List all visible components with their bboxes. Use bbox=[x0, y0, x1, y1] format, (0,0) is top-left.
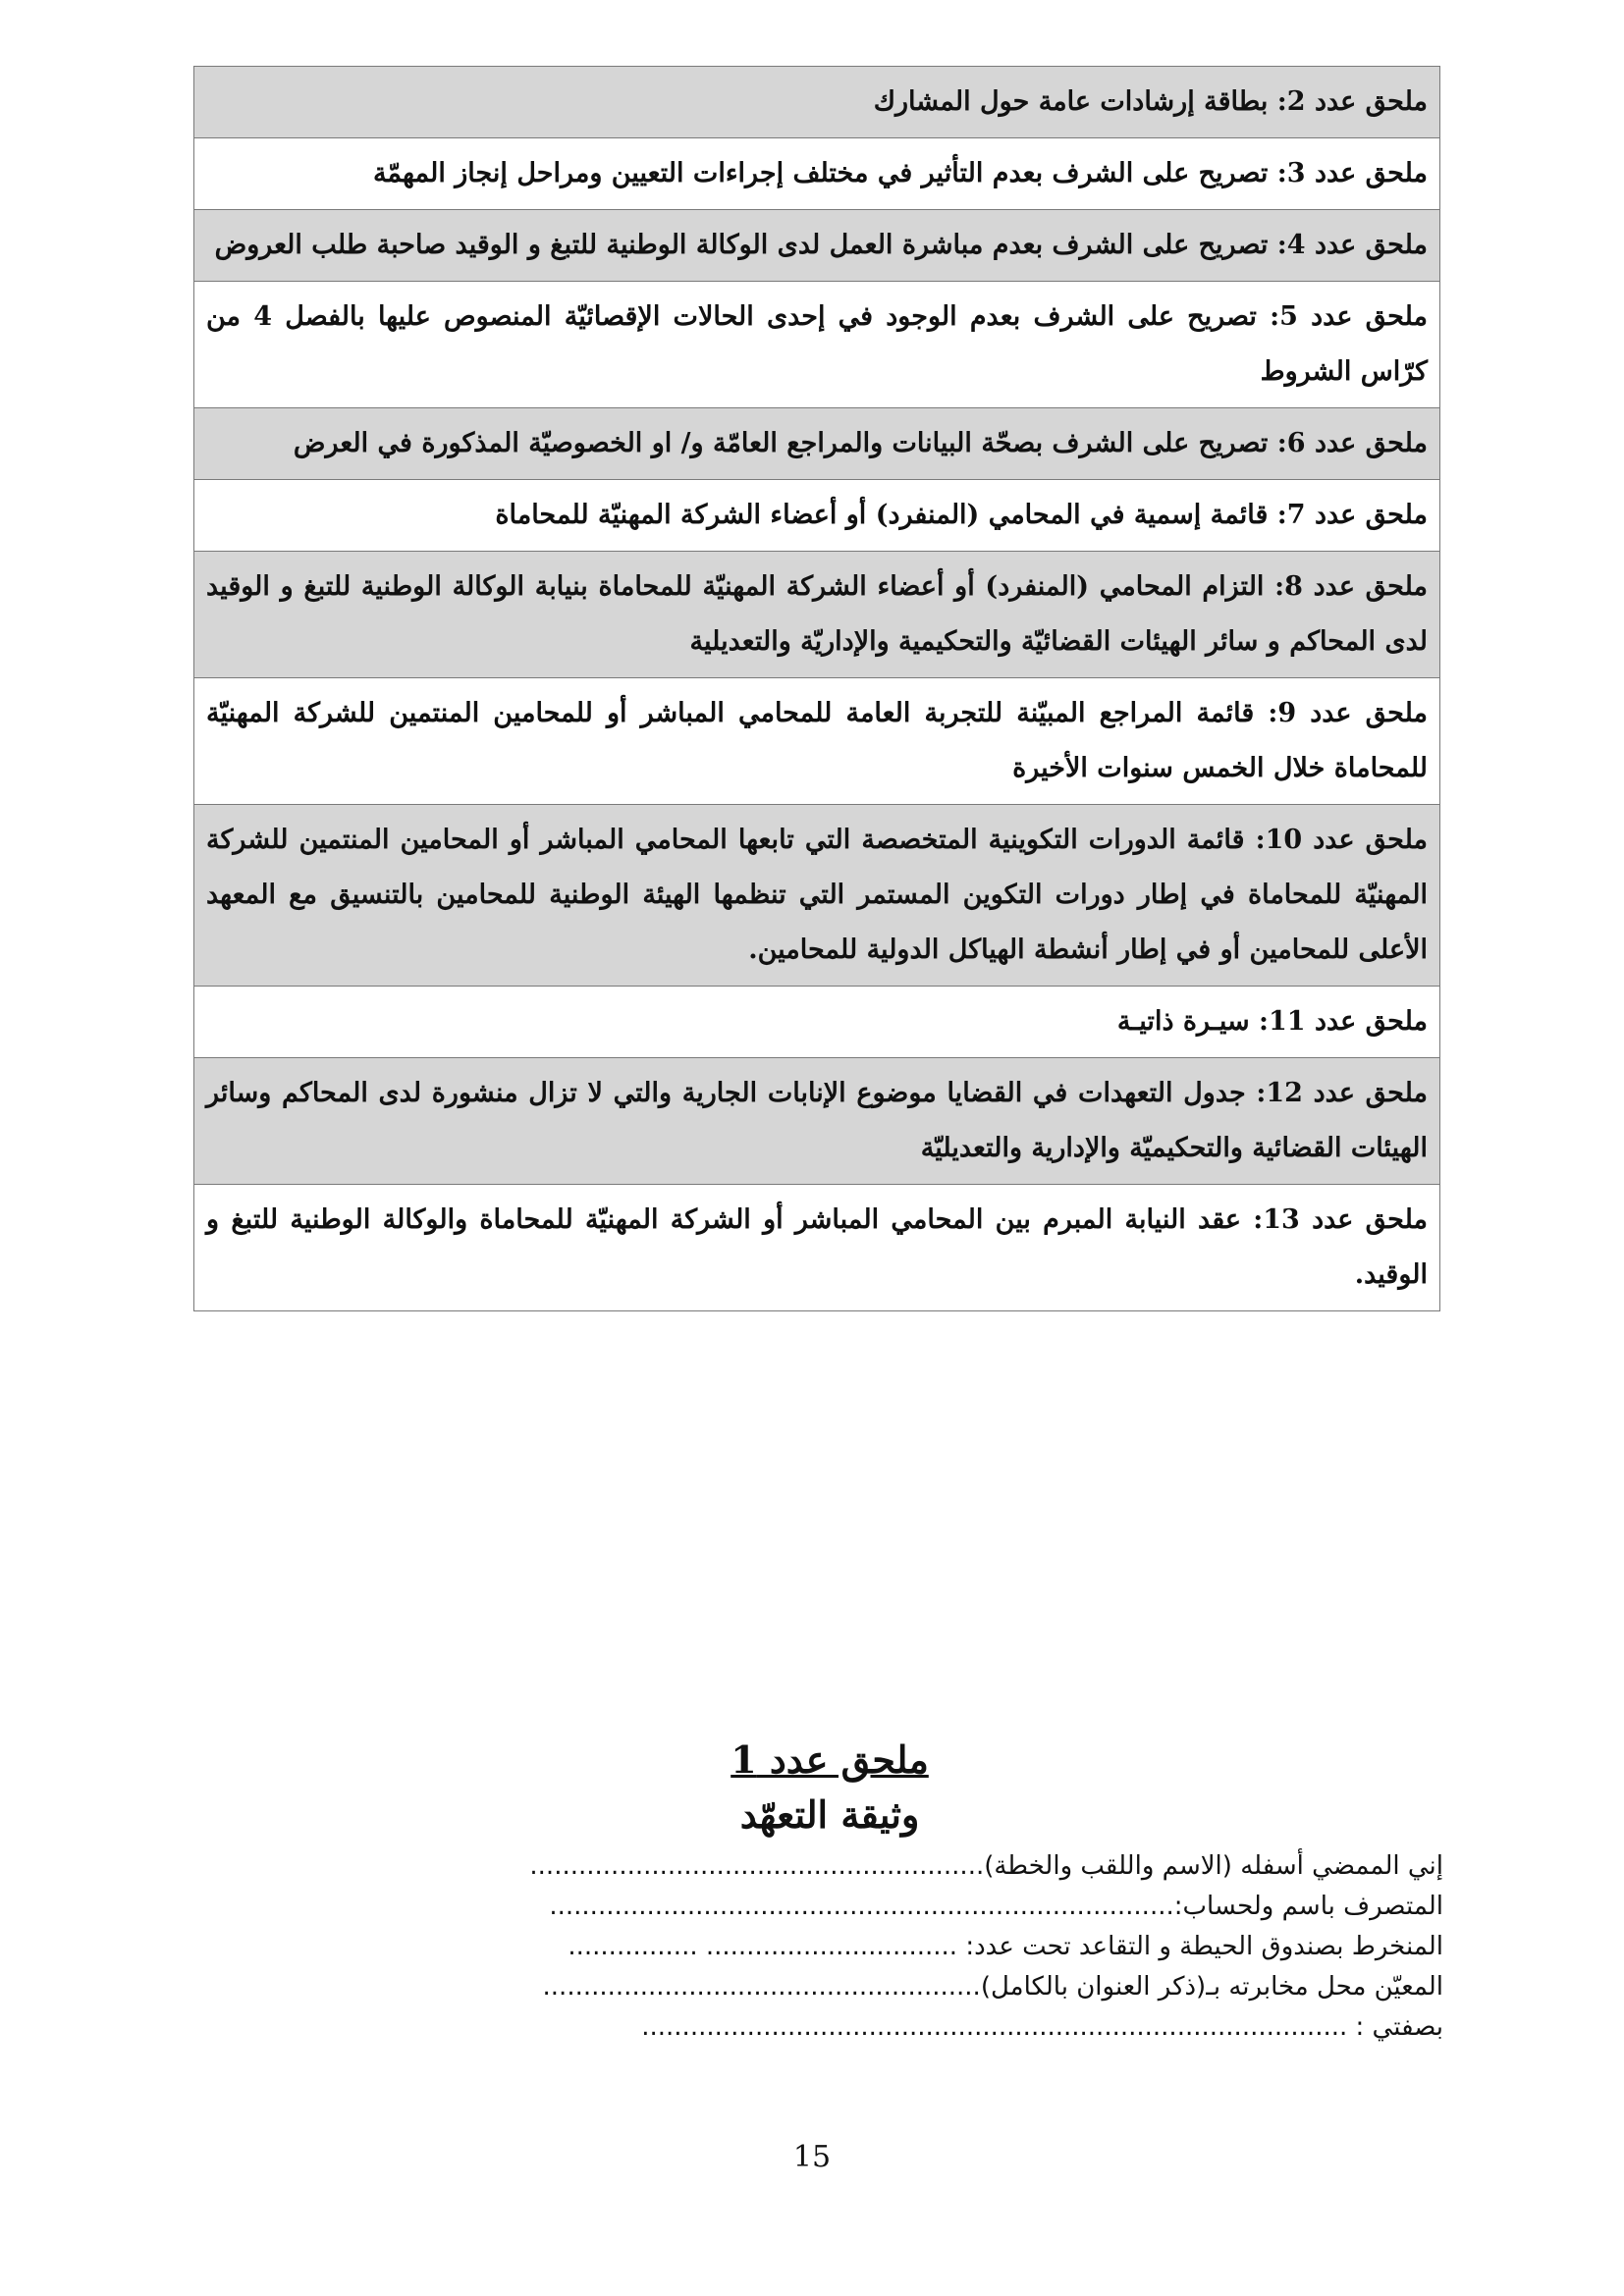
commitment-form bbox=[373, 1733, 1443, 2048]
annex-description: سيـرة ذاتيـة bbox=[1116, 1006, 1259, 1037]
annex-label: ملحق عدد 5: bbox=[1270, 301, 1429, 332]
annex-row bbox=[194, 552, 1440, 678]
annex-description: قائمة المراجع المبيّنة للتجربة العامة للمحامي المباشر أو للمحامين المنتمين للشركة المهنيّة للمحاماة خلال الخمس سنوات الأخيرة bbox=[206, 698, 1428, 783]
annex-cell bbox=[194, 480, 1440, 552]
annex-1-subtitle: وثيقة التعهّد bbox=[739, 1792, 920, 1837]
annex-description: التزام المحامي (المنفرد) أو أعضاء الشركة المهنيّة للمحاماة بنيابة الوكالة الوطنية للتبغ و الوقيد لدى المحاكم و سائر الهيئات القضائيّة والتحكيمية والإداريّة والتعديلية bbox=[206, 571, 1428, 657]
annex-cell bbox=[194, 552, 1440, 678]
form-line-fund-number: المنخرط بصندوق الحيطة و التقاعد تحت عدد: ............................... ................ bbox=[568, 1932, 1443, 1961]
annex-label: ملحق عدد 3: bbox=[1276, 158, 1428, 188]
page-number: 15 bbox=[792, 2140, 832, 2174]
annex-label: ملحق عدد 8: bbox=[1274, 571, 1428, 602]
annex-row bbox=[194, 1185, 1440, 1311]
annex-row bbox=[194, 138, 1440, 210]
annex-description: قائمة الدورات التكوينية المتخصصة التي تابعها المحامي المباشر أو المحامين المنتمين للشركة المهنيّة للمحاماة في إطار دورات التكوين المستمر التي تنظمها الهيئة الوطنية للمحامين بالتنسيق مع المعهد الأعلى للمحامين أو في إطار أنشطة الهياكل الدولية للمحامين. bbox=[206, 825, 1428, 965]
annex-cell bbox=[194, 1058, 1440, 1185]
annex-label: ملحق عدد 11: bbox=[1259, 1006, 1428, 1037]
annex-cell bbox=[194, 138, 1440, 210]
annex-cell bbox=[194, 1185, 1440, 1311]
form-line-acting-for: المتصرف باسم ولحساب:............................................................................. bbox=[549, 1892, 1443, 1921]
annex-label: ملحق عدد 2: bbox=[1276, 86, 1428, 117]
annex-description: تصريح على الشرف بصحّة البيانات والمراجع العامّة و/ او الخصوصيّة المذكورة في العرض bbox=[293, 428, 1277, 458]
annex-label: ملحق عدد 13: bbox=[1253, 1204, 1428, 1235]
annex-cell bbox=[194, 282, 1440, 408]
annex-description: قائمة إسمية في المحامي (المنفرد) أو أعضاء الشركة المهنيّة للمحاماة bbox=[495, 500, 1277, 530]
annex-description: جدول التعهدات في القضايا موضوع الإنابات الجارية والتي لا تزال منشورة لدى المحاكم وسائر الهيئات القضائية والتحكيميّة والإدارية والتعديليّة bbox=[206, 1078, 1428, 1163]
annex-description: عقد النيابة المبرم بين المحامي المباشر أو الشركة المهنيّة للمحاماة والوكالة الوطنية للتبغ و الوقيد. bbox=[206, 1204, 1428, 1290]
annex-cell bbox=[194, 987, 1440, 1058]
annex-description: تصريح على الشرف بعدم الوجود في إحدى الحالات الإقصائيّة المنصوص عليها بالفصل 4 من كرّاس الشروط bbox=[206, 301, 1428, 387]
annex-row bbox=[194, 210, 1440, 282]
annex-label: ملحق عدد 6: bbox=[1276, 428, 1428, 458]
annex-cell bbox=[194, 67, 1440, 138]
annex-cell bbox=[194, 210, 1440, 282]
annex-description: تصريح على الشرف بعدم التأثير في مختلف إجراءات التعيين ومراحل إنجاز المهمّة bbox=[372, 158, 1277, 188]
annex-row bbox=[194, 678, 1440, 805]
annex-label: ملحق عدد 10: bbox=[1255, 825, 1429, 855]
annex-cell bbox=[194, 408, 1440, 480]
form-line-capacity: بصفتي : ....................................................................................... bbox=[641, 2012, 1443, 2042]
annex-list-body bbox=[194, 67, 1440, 1311]
annex-row bbox=[194, 805, 1440, 987]
annex-cell bbox=[194, 805, 1440, 987]
annex-row bbox=[194, 67, 1440, 138]
annex-list-table bbox=[193, 66, 1440, 1311]
annex-row bbox=[194, 408, 1440, 480]
annex-cell bbox=[194, 678, 1440, 805]
form-line-name: إني الممضي أسفله (الاسم واللقب والخطة)........................................................ bbox=[529, 1851, 1443, 1881]
annex-row bbox=[194, 480, 1440, 552]
annex-label: ملحق عدد 7: bbox=[1276, 500, 1428, 530]
annex-description: تصريح على الشرف بعدم مباشرة العمل لدى الوكالة الوطنية للتبغ و الوقيد صاحبة طلب العروض bbox=[214, 230, 1277, 260]
annex-description: بطاقة إرشادات عامة حول المشارك bbox=[873, 86, 1277, 117]
annex-row bbox=[194, 1058, 1440, 1185]
annex-label: ملحق عدد 9: bbox=[1268, 698, 1428, 728]
annex-row bbox=[194, 282, 1440, 408]
annex-label: ملحق عدد 12: bbox=[1256, 1078, 1429, 1108]
annex-label: ملحق عدد 4: bbox=[1276, 230, 1428, 260]
annex-row bbox=[194, 987, 1440, 1058]
form-line-address: المعيّن محل مخابرته بـ(ذكر العنوان بالكامل)...................................................... bbox=[542, 1972, 1443, 2002]
annex-1-title: ملحق عدد 1 bbox=[731, 1737, 929, 1782]
